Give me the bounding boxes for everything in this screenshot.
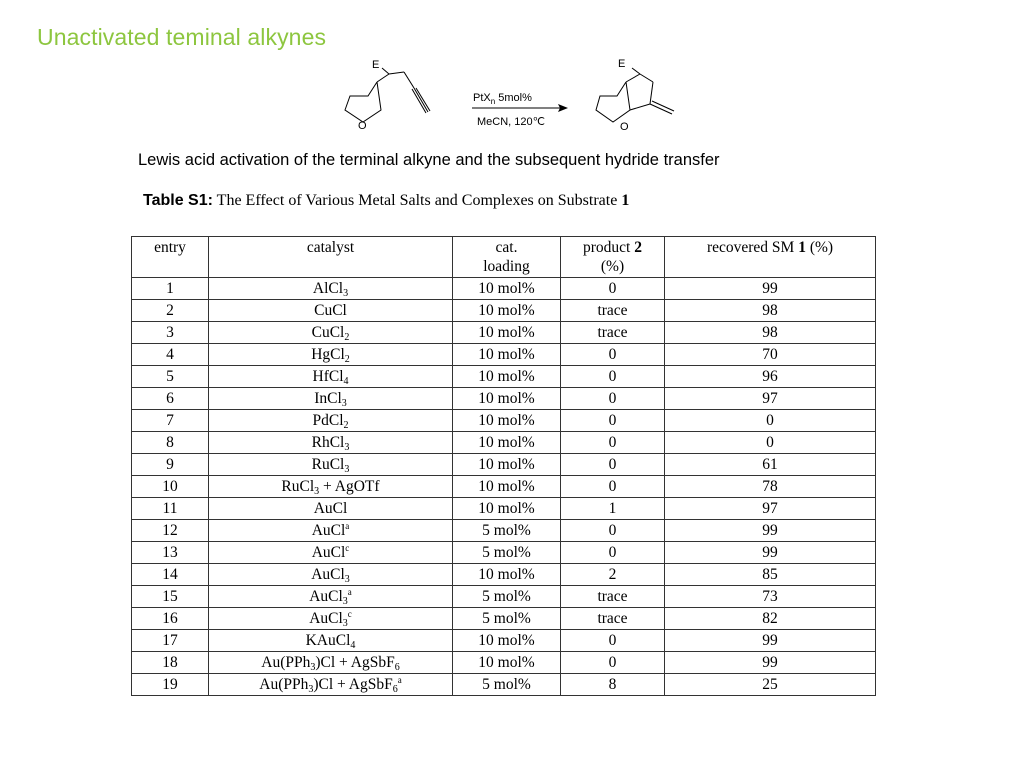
conditions-label: MeCN, 120℃ xyxy=(477,116,545,128)
cell-recovered: 98 xyxy=(665,300,876,322)
cell-loading: 10 mol% xyxy=(453,344,561,366)
cell-catalyst: CuCl xyxy=(209,300,453,322)
cell-catalyst: RuCl$_3$ xyxy=(209,454,453,476)
cell-catalyst: HgCl$_2$ xyxy=(209,344,453,366)
cell-recovered: 0 xyxy=(665,410,876,432)
cell-loading: 10 mol% xyxy=(453,432,561,454)
cell-product: 1 xyxy=(561,498,665,520)
cell-catalyst: RhCl$_3$ xyxy=(209,432,453,454)
substrate-e-label: E xyxy=(372,59,380,71)
cell-loading: 5 mol% xyxy=(453,608,561,630)
cell-recovered: 99 xyxy=(665,630,876,652)
cell-recovered: 70 xyxy=(665,344,876,366)
table-row xyxy=(132,586,876,608)
cell-catalyst: HfCl$_4$ xyxy=(209,366,453,388)
cell-catalyst: AuCl$_3^a$ xyxy=(209,586,453,608)
cell-recovered: 99 xyxy=(665,520,876,542)
table-title-number: 1 xyxy=(621,192,630,209)
cell-loading: 5 mol% xyxy=(453,674,561,696)
cell-catalyst: AlCl$_3$ xyxy=(209,278,453,300)
substrate-o-label: O xyxy=(358,120,367,132)
cell-recovered: 0 xyxy=(665,432,876,454)
cell-product: trace xyxy=(561,586,665,608)
cell-loading: 10 mol% xyxy=(453,322,561,344)
table-header-row xyxy=(132,237,876,278)
table-row xyxy=(132,542,876,564)
header-product: product 2 (%) xyxy=(561,237,665,278)
cell-catalyst: CuCl$_2$ xyxy=(209,322,453,344)
cell-catalyst: PdCl$_2$ xyxy=(209,410,453,432)
cell-loading: 5 mol% xyxy=(453,586,561,608)
cell-catalyst: AuCl$^a$ xyxy=(209,520,453,542)
table-row xyxy=(132,520,876,542)
cell-catalyst: Au(PPh$_3$)Cl + AgSbF$_6$ xyxy=(209,652,453,674)
cell-product: 0 xyxy=(561,520,665,542)
cell-recovered: 85 xyxy=(665,564,876,586)
cell-product: 2 xyxy=(561,564,665,586)
cell-recovered: 73 xyxy=(665,586,876,608)
product-o-label: O xyxy=(620,121,629,133)
cell-product: 0 xyxy=(561,630,665,652)
cell-loading: 5 mol% xyxy=(453,542,561,564)
cell-product: 0 xyxy=(561,278,665,300)
cell-entry: 5 xyxy=(132,366,209,388)
table-row xyxy=(132,366,876,388)
cell-catalyst: AuCl$^c$ xyxy=(209,542,453,564)
cell-catalyst: RuCl$_3$ + AgOTf xyxy=(209,476,453,498)
cell-product: 0 xyxy=(561,344,665,366)
table-row xyxy=(132,278,876,300)
table-row xyxy=(132,652,876,674)
table-label: Table S1: xyxy=(143,192,213,209)
cell-loading: 10 mol% xyxy=(453,498,561,520)
cell-entry: 13 xyxy=(132,542,209,564)
cell-loading: 10 mol% xyxy=(453,278,561,300)
table-title xyxy=(143,192,629,210)
cell-recovered: 96 xyxy=(665,366,876,388)
table-row xyxy=(132,608,876,630)
table-row xyxy=(132,498,876,520)
cell-entry: 8 xyxy=(132,432,209,454)
cell-recovered: 82 xyxy=(665,608,876,630)
table-row xyxy=(132,300,876,322)
cell-catalyst: Au(PPh$_3$)Cl + AgSbF$_6^a$ xyxy=(209,674,453,696)
cell-entry: 4 xyxy=(132,344,209,366)
catalyst-screening-table xyxy=(131,236,876,696)
cell-recovered: 99 xyxy=(665,652,876,674)
product-structure xyxy=(596,68,674,122)
cell-product: 0 xyxy=(561,410,665,432)
cell-loading: 10 mol% xyxy=(453,476,561,498)
header-catalyst: catalyst xyxy=(209,237,453,278)
cell-recovered: 61 xyxy=(665,454,876,476)
cell-entry: 9 xyxy=(132,454,209,476)
cell-loading: 10 mol% xyxy=(453,454,561,476)
cell-product: 0 xyxy=(561,366,665,388)
cell-recovered: 97 xyxy=(665,498,876,520)
cell-product: trace xyxy=(561,322,665,344)
cell-entry: 10 xyxy=(132,476,209,498)
substrate-structure xyxy=(345,68,430,122)
product-e-label: E xyxy=(618,58,626,70)
cell-catalyst: AuCl$_3$ xyxy=(209,564,453,586)
header-recovered: recovered SM 1 (%) xyxy=(665,237,876,278)
cell-entry: 3 xyxy=(132,322,209,344)
cell-loading: 10 mol% xyxy=(453,630,561,652)
table-row xyxy=(132,388,876,410)
cell-entry: 15 xyxy=(132,586,209,608)
table-row xyxy=(132,454,876,476)
cell-loading: 10 mol% xyxy=(453,410,561,432)
cell-entry: 6 xyxy=(132,388,209,410)
reaction-scheme xyxy=(330,52,690,144)
cell-catalyst: KAuCl$_4$ xyxy=(209,630,453,652)
cell-entry: 1 xyxy=(132,278,209,300)
cell-product: 0 xyxy=(561,542,665,564)
table-row xyxy=(132,322,876,344)
cell-product: 0 xyxy=(561,388,665,410)
reagent-label: PtX$_n$ 5mol% xyxy=(473,92,532,106)
cell-loading: 10 mol% xyxy=(453,366,561,388)
cell-loading: 10 mol% xyxy=(453,652,561,674)
table-row xyxy=(132,630,876,652)
cell-recovered: 98 xyxy=(665,322,876,344)
cell-recovered: 25 xyxy=(665,674,876,696)
cell-recovered: 78 xyxy=(665,476,876,498)
cell-product: 0 xyxy=(561,652,665,674)
table-row xyxy=(132,344,876,366)
cell-entry: 16 xyxy=(132,608,209,630)
cell-entry: 14 xyxy=(132,564,209,586)
cell-entry: 19 xyxy=(132,674,209,696)
cell-entry: 18 xyxy=(132,652,209,674)
table-row xyxy=(132,674,876,696)
cell-product: 8 xyxy=(561,674,665,696)
cell-product: trace xyxy=(561,300,665,322)
cell-entry: 2 xyxy=(132,300,209,322)
scheme-caption: Lewis acid activation of the terminal alkyne and the subsequent hydride transfer xyxy=(138,151,720,169)
cell-recovered: 99 xyxy=(665,278,876,300)
cell-recovered: 99 xyxy=(665,542,876,564)
cell-entry: 17 xyxy=(132,630,209,652)
cell-entry: 7 xyxy=(132,410,209,432)
cell-catalyst: AuCl$_3^c$ xyxy=(209,608,453,630)
header-entry: entry xyxy=(132,237,209,278)
table-row xyxy=(132,432,876,454)
cell-loading: 5 mol% xyxy=(453,520,561,542)
cell-catalyst: InCl$_3$ xyxy=(209,388,453,410)
table-body xyxy=(132,278,876,696)
table-row xyxy=(132,476,876,498)
cell-product: 0 xyxy=(561,432,665,454)
slide-title: Unactivated teminal alkynes xyxy=(37,24,327,50)
cell-recovered: 97 xyxy=(665,388,876,410)
table-row xyxy=(132,564,876,586)
cell-entry: 12 xyxy=(132,520,209,542)
header-loading: cat. loading xyxy=(453,237,561,278)
cell-product: 0 xyxy=(561,476,665,498)
cell-loading: 10 mol% xyxy=(453,564,561,586)
cell-loading: 10 mol% xyxy=(453,388,561,410)
table-title-text: The Effect of Various Metal Salts and Complexes on Substrate xyxy=(212,192,622,209)
cell-loading: 10 mol% xyxy=(453,300,561,322)
cell-entry: 11 xyxy=(132,498,209,520)
cell-product: trace xyxy=(561,608,665,630)
cell-catalyst: AuCl xyxy=(209,498,453,520)
cell-product: 0 xyxy=(561,454,665,476)
table-row xyxy=(132,410,876,432)
